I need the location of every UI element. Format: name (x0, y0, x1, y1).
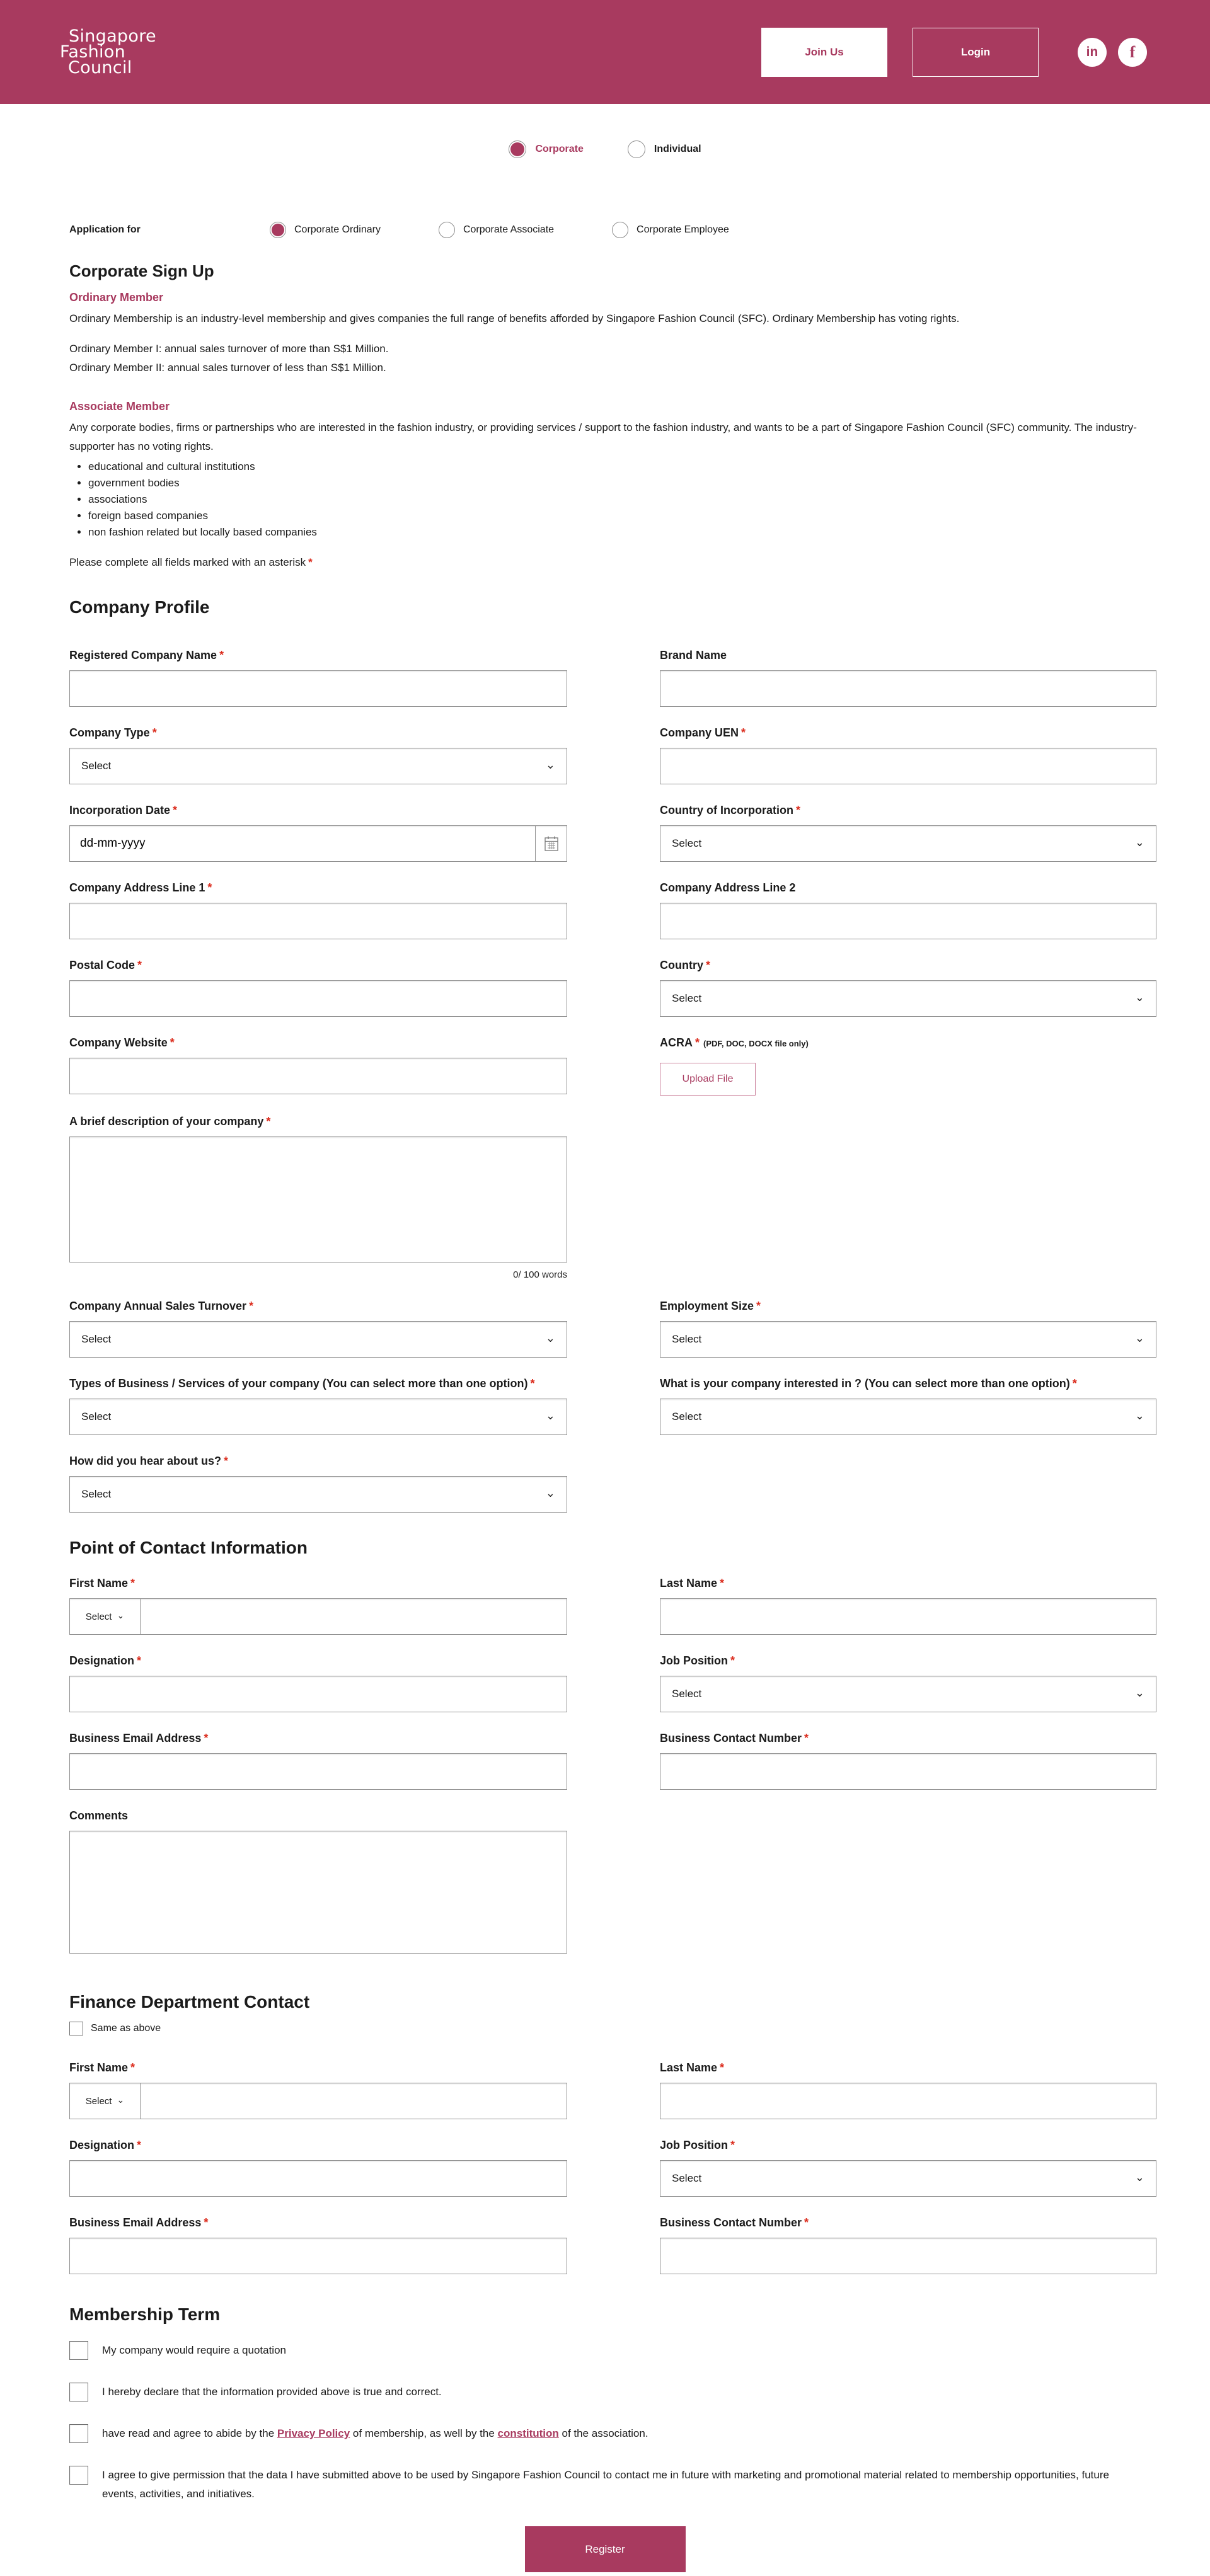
ordinary-member-ii: Ordinary Member II: annual sales turnover of less than S$1 Million. (69, 362, 386, 374)
radio-individual[interactable] (628, 140, 645, 158)
required-asterisk: * (730, 2139, 735, 2151)
privacy-policy-link[interactable]: Privacy Policy (277, 2427, 350, 2439)
field-employment-size (660, 1300, 1156, 1358)
label-text: Company UEN (660, 726, 739, 739)
chevron-down-icon: ⌄ (117, 2095, 125, 2105)
header (0, 0, 1210, 104)
chevron-down-icon: ⌄ (1134, 2171, 1144, 2184)
label-text: Employment Size (660, 1300, 754, 1312)
label-text: Incorporation Date (69, 804, 171, 816)
application-for-label: Application for (69, 224, 141, 235)
field-label (660, 2216, 1156, 2233)
quotation-checkbox[interactable] (69, 2341, 88, 2360)
field-company-description (69, 1115, 567, 1280)
acra-file-note: (PDF, DOC, DOCX file only) (703, 1039, 809, 1048)
field-label (660, 2061, 1156, 2078)
label-text: How did you hear about us? (69, 1455, 222, 1467)
field-finance-email (69, 2216, 567, 2274)
hear-about-us-select[interactable] (69, 1476, 567, 1513)
empty-cell (660, 1115, 1156, 1280)
poc-job-position-select[interactable] (660, 1676, 1156, 1712)
label-text: Country of Incorporation (660, 804, 793, 816)
company-uen-input[interactable] (660, 748, 1156, 784)
incorporation-date-input[interactable] (70, 826, 535, 861)
field-label (69, 2061, 567, 2078)
label-text: A brief description of your company (69, 1115, 264, 1128)
required-asterisk: * (137, 2139, 142, 2151)
logo-line-3: Council (68, 58, 132, 77)
label-text: Designation (69, 1654, 135, 1667)
policy-checkbox[interactable] (69, 2424, 88, 2443)
asterisk-note-text: Please complete all fields marked with an asterisk (69, 556, 306, 568)
field-label (660, 1377, 1156, 1394)
required-asterisk: * (266, 1115, 271, 1128)
marketing-consent-checkbox[interactable] (69, 2466, 88, 2485)
ordinary-member-i: Ordinary Member I: annual sales turnover of more than S$1 Million. (69, 343, 389, 355)
checkbox-label: I agree to give permission that the data I have submitted above to be used by Singapore Fashion Council to contact me in future with marketing and promotional material related to membership opportunities, future events, activities, and initiatives. (102, 2469, 1109, 2500)
field-company-address-1 (69, 881, 567, 939)
required-asterisk: * (308, 556, 313, 568)
registered-company-name-input[interactable] (69, 670, 567, 707)
associate-member-heading: Associate Member (69, 400, 170, 413)
corporate-employee-label: Corporate Employee (637, 224, 729, 235)
required-asterisk: * (204, 2216, 209, 2229)
account-type-individual[interactable] (628, 140, 701, 158)
finance-salutation-select[interactable] (70, 2083, 141, 2119)
label-text: First Name (69, 2061, 129, 2074)
incorporation-date-field (69, 825, 567, 862)
sfc-logo[interactable] (60, 28, 156, 76)
join-us-button[interactable]: Join Us (761, 28, 887, 77)
empty-cell (660, 1809, 1156, 1957)
label-text: Last Name (660, 1577, 718, 1589)
field-postal-code (69, 959, 567, 1017)
label-text: Business Email Address (69, 2216, 202, 2229)
field-business-types (69, 1377, 567, 1435)
field-finance-phone (660, 2216, 1156, 2274)
account-type-row (0, 140, 1210, 158)
select-value: Select (81, 1333, 112, 1345)
required-asterisk: * (730, 1654, 735, 1667)
company-profile-form (69, 649, 1156, 1513)
select-value: Select (81, 760, 112, 772)
field-poc-email (69, 1732, 567, 1790)
upload-file-button[interactable]: Upload File (660, 1063, 756, 1096)
field-label (69, 1809, 567, 1826)
field-country (660, 959, 1156, 1017)
required-asterisk: * (249, 1300, 254, 1312)
label-text: Business Contact Number (660, 2216, 802, 2229)
company-address-1-input[interactable] (69, 903, 567, 939)
chevron-down-icon: ⌄ (1134, 1332, 1144, 1344)
chevron-down-icon: ⌄ (1134, 1409, 1144, 1422)
field-company-address-2 (660, 881, 1156, 939)
poc-last-name-input[interactable] (660, 1598, 1156, 1635)
select-value: Select (672, 1688, 702, 1700)
finance-job-position-select[interactable] (660, 2160, 1156, 2197)
application-corporate-employee[interactable] (612, 222, 729, 238)
policy-text-pre: have read and agree to abide by the (102, 2427, 277, 2439)
same-as-above-label: Same as above (91, 2023, 161, 2034)
field-label (69, 1115, 567, 1131)
poc-form (69, 1577, 1156, 1957)
field-annual-sales-turnover (69, 1300, 567, 1358)
quotation-checkbox-row[interactable] (69, 2341, 1156, 2360)
field-label (69, 1654, 567, 1671)
finance-first-name-input[interactable] (141, 2083, 567, 2119)
field-company-website (69, 1036, 567, 1096)
login-button[interactable]: Login (913, 28, 1039, 77)
poc-first-name-group (69, 1598, 567, 1635)
register-section (0, 2526, 1210, 2576)
corporate-label: Corporate (535, 144, 584, 154)
field-brand-name (660, 649, 1156, 707)
field-company-uen (660, 726, 1156, 784)
linkedin-icon[interactable] (1078, 38, 1107, 67)
checkbox-label: My company would require a quotation (102, 2344, 286, 2356)
field-label (69, 726, 567, 743)
empty-cell (660, 1455, 1156, 1513)
corporate-associate-label: Corporate Associate (463, 224, 555, 235)
field-country-of-incorporation (660, 804, 1156, 862)
facebook-glyph: f (1129, 42, 1136, 61)
field-label (69, 1036, 567, 1053)
poc-salutation-select[interactable] (70, 1599, 141, 1634)
field-label (660, 1577, 1156, 1593)
company-type-select[interactable] (69, 748, 567, 784)
postal-code-input[interactable] (69, 980, 567, 1017)
label-text: Comments (69, 1809, 129, 1822)
chevron-down-icon: ⌄ (1134, 991, 1144, 1004)
field-poc-first-name (69, 1577, 567, 1635)
field-label (660, 649, 1156, 665)
policy-text-post: of the association. (558, 2427, 648, 2439)
declaration-checkbox-row[interactable] (69, 2383, 1156, 2401)
same-as-above-checkbox[interactable] (69, 2022, 83, 2035)
associate-member-text: Any corporate bodies, firms or partnerships who are interested in the fashion industry, or providing services / support to the fashion industry, and wants to be a part of Singapore Fashion Council (SFC) community. The industry-supporter has no voting rights. (69, 421, 1137, 452)
label-text: First Name (69, 1577, 129, 1589)
field-registered-company-name (69, 649, 567, 707)
membership-term-checkboxes (69, 2341, 1156, 2504)
chevron-down-icon: ⌄ (545, 758, 555, 771)
field-label (660, 1654, 1156, 1671)
required-asterisk: * (804, 1732, 809, 1744)
required-asterisk: * (756, 1300, 761, 1312)
field-label (69, 649, 567, 665)
field-finance-job-position (660, 2139, 1156, 2197)
required-asterisk: * (130, 1577, 135, 1589)
application-corporate-ordinary[interactable] (270, 222, 381, 238)
policy-text-mid: of membership, as well by the (350, 2427, 498, 2439)
label-text: Registered Company Name (69, 649, 217, 661)
facebook-icon[interactable] (1118, 38, 1147, 67)
required-asterisk: * (720, 2061, 725, 2074)
select-value: Select (85, 1611, 112, 1622)
required-asterisk: * (1072, 1377, 1077, 1390)
calendar-icon[interactable] (535, 826, 567, 861)
policy-checkbox-row[interactable] (69, 2424, 1156, 2443)
required-asterisk: * (530, 1377, 535, 1390)
finance-last-name-input[interactable] (660, 2083, 1156, 2119)
field-poc-last-name (660, 1577, 1156, 1635)
select-value: Select (672, 1411, 702, 1423)
register-button[interactable]: Register (525, 2526, 686, 2572)
field-label (69, 2139, 567, 2155)
select-value: Select (81, 1411, 112, 1423)
company-website-input[interactable] (69, 1058, 567, 1094)
field-finance-last-name (660, 2061, 1156, 2119)
company-address-2-input[interactable] (660, 903, 1156, 939)
required-asterisk: * (741, 726, 746, 739)
field-finance-designation (69, 2139, 567, 2197)
associate-eligibility-list (69, 459, 1156, 541)
field-poc-designation (69, 1654, 567, 1712)
field-label (69, 1577, 567, 1593)
label-text: Business Email Address (69, 1732, 202, 1744)
required-asterisk: * (706, 959, 711, 971)
required-asterisk: * (219, 649, 224, 661)
required-asterisk: * (173, 804, 178, 816)
list-item: • government bodies (88, 475, 1156, 491)
radio-corporate-associate[interactable] (439, 222, 455, 238)
company-profile-heading: Company Profile (69, 597, 210, 617)
finance-designation-input[interactable] (69, 2160, 567, 2197)
application-for-row (0, 221, 1210, 239)
field-poc-phone (660, 1732, 1156, 1790)
required-asterisk: * (130, 2061, 135, 2074)
finance-first-name-group (69, 2083, 567, 2119)
required-asterisk: * (137, 1654, 142, 1667)
finance-heading: Finance Department Contact (69, 1992, 310, 2012)
chevron-down-icon: ⌄ (545, 1409, 555, 1422)
poc-email-input[interactable] (69, 1753, 567, 1790)
account-type-corporate[interactable] (509, 140, 583, 158)
marketing-consent-checkbox-row[interactable] (69, 2466, 1156, 2504)
poc-first-name-input[interactable] (141, 1599, 567, 1634)
country-of-incorporation-select[interactable] (660, 825, 1156, 862)
select-value: Select (672, 992, 702, 1004)
required-asterisk: * (795, 804, 800, 816)
field-label (69, 804, 567, 820)
chevron-down-icon: ⌄ (545, 1332, 555, 1344)
annual-sales-turnover-select[interactable] (69, 1321, 567, 1358)
field-hear-about-us (69, 1455, 567, 1513)
field-poc-comments (69, 1809, 567, 1957)
required-asterisk: * (207, 881, 212, 894)
poc-comments-textarea[interactable] (69, 1831, 567, 1954)
label-text: Company Address Line 1 (69, 881, 205, 894)
label-text: Company Website (69, 1036, 168, 1049)
logo-line-2: Fashion (60, 42, 126, 62)
same-as-above-row[interactable] (69, 2021, 1156, 2036)
company-description-textarea[interactable] (69, 1136, 567, 1262)
ordinary-member-text: Ordinary Membership is an industry-level membership and gives companies the full range of benefits afforded by Singapore Fashion Council (SFC). Ordinary Membership has voting rights. (69, 312, 960, 324)
required-asterisk: * (152, 726, 157, 739)
membership-term-heading: Membership Term (69, 2304, 221, 2324)
required-asterisk: * (720, 1577, 725, 1589)
corporate-ordinary-label: Corporate Ordinary (294, 224, 381, 235)
field-label (69, 1300, 567, 1316)
label-text: Country (660, 959, 703, 971)
finance-email-input[interactable] (69, 2238, 567, 2274)
brand-name-input[interactable] (660, 670, 1156, 707)
select-value: Select (672, 837, 702, 849)
poc-phone-input[interactable] (660, 1753, 1156, 1790)
required-asterisk: * (695, 1036, 700, 1049)
field-label (69, 2216, 567, 2233)
required-asterisk: * (224, 1455, 229, 1467)
employment-size-select[interactable] (660, 1321, 1156, 1358)
field-label (69, 1732, 567, 1748)
field-label (69, 1455, 567, 1471)
radio-corporate-ordinary[interactable] (270, 222, 286, 238)
country-select[interactable] (660, 980, 1156, 1017)
label-text: Postal Code (69, 959, 135, 971)
individual-label: Individual (654, 144, 701, 154)
list-item: • associations (88, 491, 1156, 508)
asterisk-note (69, 553, 1156, 572)
select-value: Select (81, 1488, 112, 1500)
logo-line-1: Singapore (69, 26, 156, 46)
linkedin-glyph: in (1086, 44, 1098, 59)
label-text: Company Type (69, 726, 150, 739)
poc-heading: Point of Contact Information (69, 1538, 308, 1557)
page-title: Corporate Sign Up (69, 261, 214, 280)
required-asterisk: * (137, 959, 142, 971)
select-value: Select (85, 2095, 112, 2107)
required-asterisk: * (170, 1036, 175, 1049)
chevron-down-icon: ⌄ (117, 1610, 125, 1620)
word-counter: 0/ 100 words (513, 1269, 567, 1280)
radio-corporate[interactable] (509, 140, 526, 158)
field-interested-in (660, 1377, 1156, 1435)
chevron-down-icon: ⌄ (1134, 1686, 1144, 1699)
label-text: Types of Business / Services of your company (You can select more than one option) (69, 1377, 528, 1390)
label-text: Designation (69, 2139, 135, 2151)
label-text: Job Position (660, 2139, 728, 2151)
main-content (0, 261, 1210, 2504)
checkbox-label (102, 2424, 648, 2443)
field-label (660, 2139, 1156, 2155)
field-label (660, 804, 1156, 820)
required-asterisk: * (804, 2216, 809, 2229)
field-label (660, 726, 1156, 743)
field-company-type (69, 726, 567, 784)
declaration-checkbox[interactable] (69, 2383, 88, 2401)
field-finance-first-name (69, 2061, 567, 2119)
field-incorporation-date (69, 804, 567, 862)
list-item: • educational and cultural institutions (88, 459, 1156, 475)
label-text: What is your company interested in ? (You can select more than one option) (660, 1377, 1070, 1390)
select-value: Select (672, 2172, 702, 2184)
field-acra (660, 1036, 1156, 1096)
constitution-link[interactable]: constitution (497, 2427, 559, 2439)
label-text: Company Address Line 2 (660, 881, 796, 894)
label-text: Company Annual Sales Turnover (69, 1300, 247, 1312)
field-label (660, 959, 1156, 975)
business-types-select[interactable] (69, 1399, 567, 1435)
label-text: Business Contact Number (660, 1732, 802, 1744)
select-value: Select (672, 1333, 702, 1345)
interested-in-select[interactable] (660, 1399, 1156, 1435)
label-text: Last Name (660, 2061, 718, 2074)
ordinary-member-heading: Ordinary Member (69, 291, 164, 304)
finance-phone-input[interactable] (660, 2238, 1156, 2274)
list-item: • foreign based companies (88, 508, 1156, 524)
chevron-down-icon: ⌄ (1134, 836, 1144, 849)
field-poc-job-position (660, 1654, 1156, 1712)
checkbox-label: I hereby declare that the information provided above is true and correct. (102, 2386, 442, 2398)
field-label (660, 1732, 1156, 1748)
field-label (660, 1300, 1156, 1316)
field-label (69, 881, 567, 898)
label-text: Brand Name (660, 649, 727, 661)
field-label (69, 959, 567, 975)
radio-corporate-employee[interactable] (612, 222, 628, 238)
label-text: ACRA (660, 1036, 693, 1049)
poc-designation-input[interactable] (69, 1676, 567, 1712)
chevron-down-icon: ⌄ (545, 1487, 555, 1499)
application-corporate-associate[interactable] (439, 222, 554, 238)
field-label (660, 1036, 1156, 1053)
finance-form (69, 2061, 1156, 2274)
field-label (69, 1377, 567, 1394)
required-asterisk: * (204, 1732, 209, 1744)
field-label (660, 881, 1156, 898)
list-item: • non fashion related but locally based companies (88, 524, 1156, 541)
label-text: Job Position (660, 1654, 728, 1667)
